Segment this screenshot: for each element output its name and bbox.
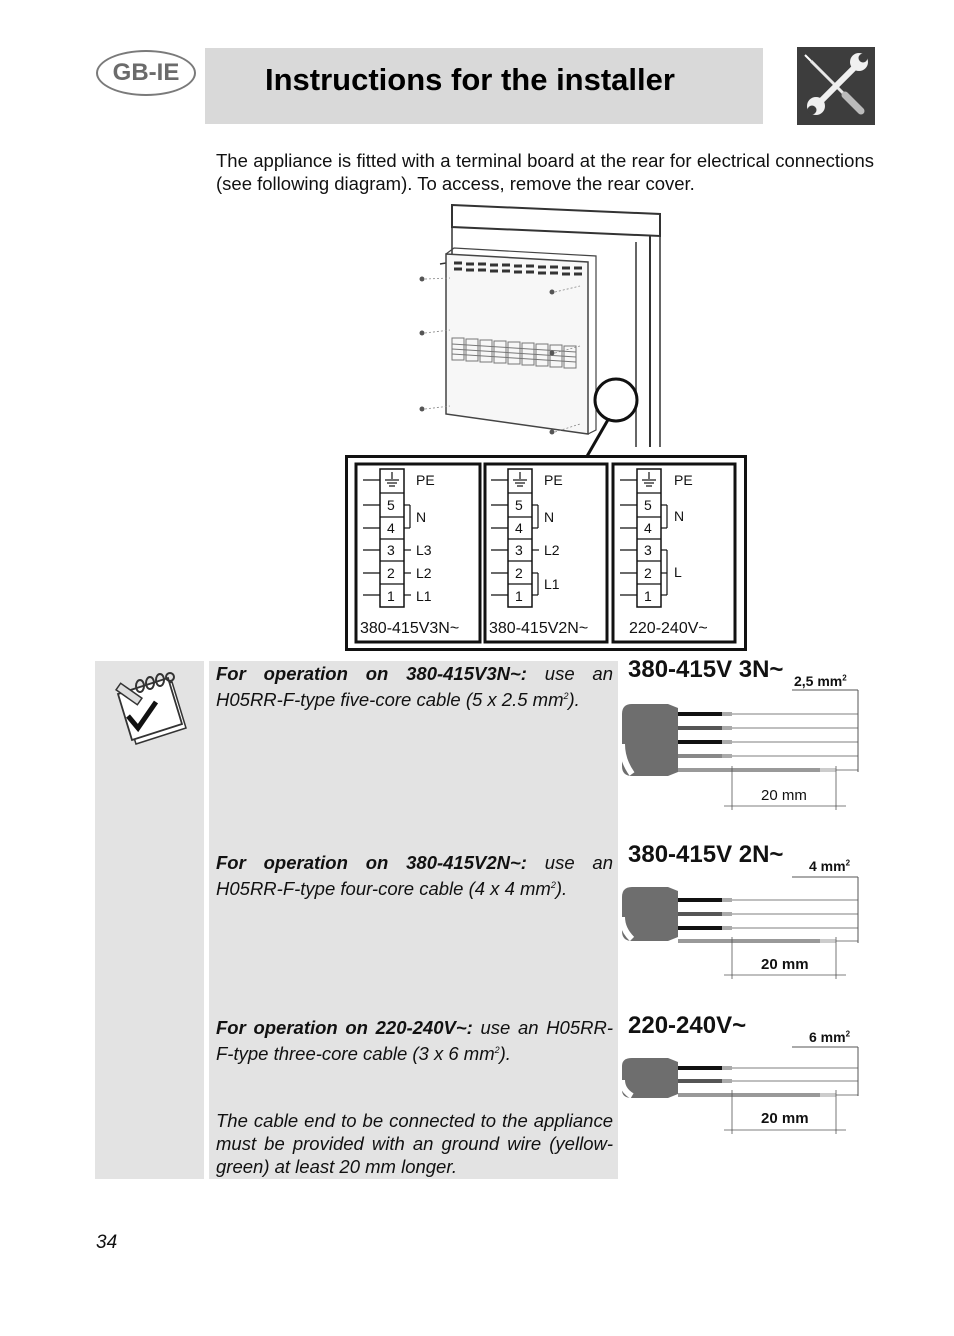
svg-text:3: 3 — [515, 542, 523, 558]
svg-text:4: 4 — [387, 520, 395, 536]
svg-text:5: 5 — [387, 497, 395, 513]
svg-text:L1: L1 — [544, 576, 560, 592]
svg-text:5: 5 — [644, 497, 652, 513]
svg-text:PE: PE — [416, 472, 435, 488]
svg-text:N: N — [674, 508, 685, 524]
svg-text:2: 2 — [387, 565, 395, 581]
svg-text:L1: L1 — [416, 588, 432, 604]
svg-text:2: 2 — [644, 565, 652, 581]
cable-voltage-3n: 380-415V 3N~ — [628, 656, 784, 683]
leader-line — [580, 418, 620, 460]
svg-text:PE: PE — [674, 472, 693, 488]
svg-text:380-415V2N~: 380-415V2N~ — [489, 620, 589, 637]
notepad-checkmark-icon — [110, 672, 192, 748]
cable-diagram-3n — [620, 688, 865, 813]
svg-text:L2: L2 — [416, 565, 432, 581]
svg-text:3: 3 — [644, 542, 652, 558]
svg-text:1: 1 — [387, 588, 395, 604]
svg-text:L3: L3 — [416, 542, 432, 558]
cable-voltage-220: 220-240V~ — [628, 1012, 747, 1039]
cable-section-220: 6 $mm^2$ — [809, 1029, 851, 1045]
appliance-rear-illustration — [410, 202, 670, 452]
cable-diagram-2n — [620, 873, 865, 983]
cable-length-3n: 20 mm — [761, 787, 807, 804]
svg-text:4: 4 — [644, 520, 652, 536]
svg-text:220-240V~: 220-240V~ — [629, 620, 708, 637]
svg-text:1: 1 — [515, 588, 523, 604]
svg-text:PE: PE — [544, 472, 563, 488]
intro-text: The appliance is fitted with a terminal board at the rear for electrical connections (see following diagram). To access, remove the rear cover. — [216, 150, 874, 194]
svg-text:380-415V3N~: 380-415V3N~ — [360, 620, 460, 637]
note-text-column — [209, 661, 618, 1179]
svg-text:5: 5 — [515, 497, 523, 513]
cable-voltage-2n: 380-415V 2N~ — [628, 841, 784, 868]
svg-text:2: 2 — [515, 565, 523, 581]
cable-length-2n: 20 mm — [761, 956, 809, 973]
page-title: Instructions for the installer — [265, 62, 675, 97]
svg-text:N: N — [416, 509, 427, 525]
note-380-415V3N: For operation on 380-415V3N~: use an H05RR-F-type five-core cable (5 x 2.5 $mm^2$). — [216, 663, 613, 711]
wrench-screwdriver-icon — [797, 47, 875, 125]
svg-text:N: N — [544, 509, 555, 525]
svg-text:3: 3 — [387, 542, 395, 558]
note-220-240V: For operation on 220-240V~: use an H05RR-F-type three-core cable (3 x 6 $mm^2$). — [216, 1017, 613, 1065]
cable-section-2n: 4 $mm^2$ — [809, 858, 851, 874]
note-ground-wire: The cable end to be connected to the appliance must be provided with an ground wire (yellow-green) at least 20 mm longer. — [216, 1110, 613, 1177]
page-number: 34 — [96, 1232, 118, 1253]
svg-text:4: 4 — [515, 520, 523, 536]
svg-text:L: L — [674, 564, 682, 580]
cable-length-220: 20 mm — [761, 1110, 809, 1127]
region-badge: GB-IE — [96, 50, 196, 96]
svg-text:1: 1 — [644, 588, 652, 604]
cable-diagram-220 — [620, 1044, 865, 1136]
svg-text:L2: L2 — [544, 542, 560, 558]
terminal-board-diagram — [345, 455, 747, 651]
note-380-415V2N: For operation on 380-415V2N~: use an H05RR-F-type four-core cable (4 x 4 $mm^2$). — [216, 852, 613, 900]
cable-section-3n: 2,5 $mm^2$ — [794, 673, 847, 689]
